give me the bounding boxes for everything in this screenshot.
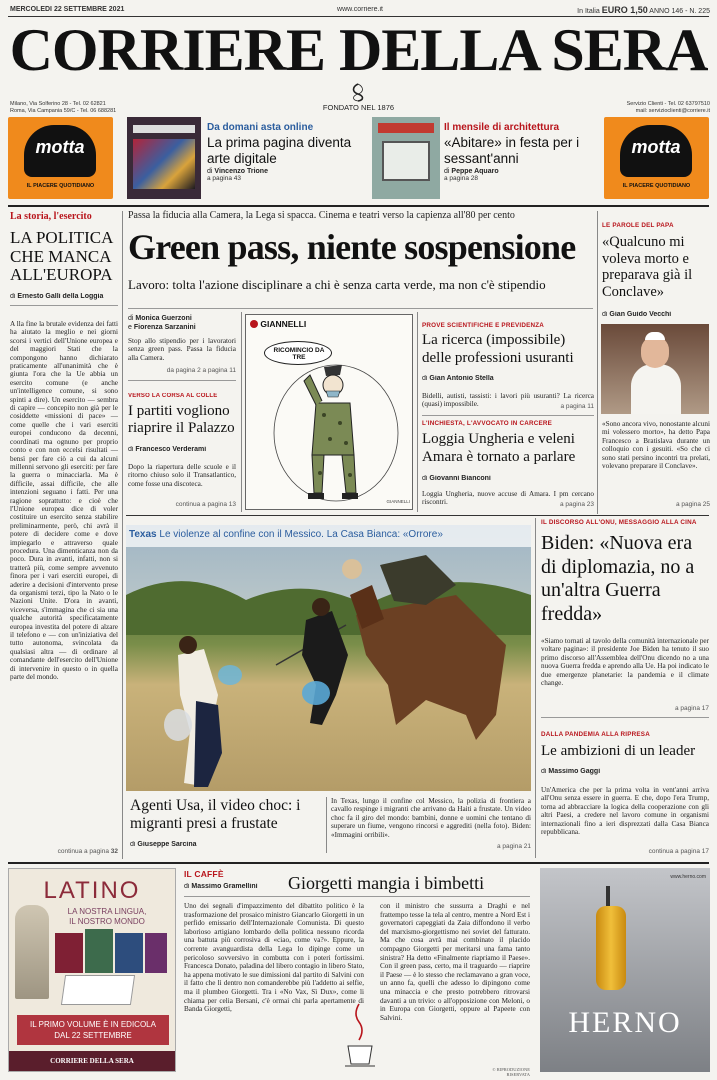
ricerca-by: di <box>422 375 428 382</box>
migranti-by: di <box>130 841 136 848</box>
lead-byline-2: Fiorenza Sarzanini <box>133 324 196 331</box>
caffe-by: di <box>184 883 190 890</box>
papa-title[interactable]: «Qualcuno mi voleva morto e preparava già il Conclave» <box>602 234 693 300</box>
latino-ad[interactable] <box>8 868 176 1072</box>
masthead-price-block <box>540 5 710 15</box>
ungheria-byline-block <box>422 475 594 482</box>
latino-banner <box>17 1015 169 1045</box>
promo1-block[interactable] <box>207 122 367 198</box>
motta-ad-right[interactable] <box>604 117 709 199</box>
papa-body: «Sono ancora vivo, nonostante alcuni mi volessero morto», ha detto Papa Francesco a Bratislava durante un colloquio con i gesuiti. «So che ci sono stati persino incontri tra prelati, volevano preparare il Conclave». <box>602 420 710 471</box>
motta-sub-right: IL PIACERE QUOTIDIANO <box>622 183 691 189</box>
address-left <box>10 101 160 115</box>
palazzo-kicker: VERSO LA CORSA AL COLLE <box>128 393 218 399</box>
coffee-cup-icon <box>345 1000 375 1070</box>
biden-page[interactable]: a pagina 17 <box>675 705 709 712</box>
caffe-label: IL CAFFÈ <box>184 869 224 879</box>
ungheria-title[interactable]: Loggia Ungheria e veleni Amara è tornato a parlare <box>422 431 576 465</box>
migranti-body: In Texas, lungo il confine col Messico, la polizia di frontiera a cavallo respinge i migranti che arrivano da Haiti a frustate. Un video choc fa il giro del mondo: bambini, donne e uomini che tentano di superare un fiume, vengono rincorsi e aggrediti (nella foto). Biden: «Immagini orribili». <box>331 797 531 839</box>
herno-ad[interactable] <box>540 868 710 1072</box>
latino-footer: CORRIERE DELLA SERA <box>9 1051 175 1071</box>
editorial-continue-page: 32 <box>110 848 118 855</box>
promo1-image <box>127 117 201 199</box>
ricerca-kicker: PROVE SCIENTIFICHE E PREVIDENZA <box>422 322 545 329</box>
biden-title[interactable]: Biden: «Nuova era di diplomazia, no a un'altra Guerra fredda» <box>541 532 695 625</box>
leader-body: Un'America che per la prima volta in vent'anni arriva all'Onu senza essere in guerra. E che, dopo l'era Trump, torna ad abbracciare la logica della cooperazione con gli altri Paesi, a credere nel lavoro comune in organismi internazionali fino a ieri disprezzati dalla Casa Bianca repubblicana. <box>541 786 709 837</box>
papa-page[interactable]: a pagina 25 <box>676 501 710 508</box>
palazzo-body: Dopo la riapertura delle scuole e il ritorno chiuso solo il Transatlantico, come fosse una discoteca. <box>128 463 236 488</box>
leader-title[interactable]: Le ambizioni di un leader <box>541 743 696 759</box>
herno-jacket-icon <box>596 906 626 990</box>
palazzo-by: di <box>128 446 134 453</box>
cartoon-panel <box>245 314 413 510</box>
address-right-2: mail: servizioclienti@corriere.it <box>635 108 710 114</box>
ungheria-by: di <box>422 475 428 482</box>
promo1-kicker: Da domani asta online <box>207 122 314 133</box>
leader-continue[interactable]: continua a pagina 17 <box>648 848 709 855</box>
editorial-title[interactable]: LA POLITICA CHE MANCA ALL'EUROPA <box>10 229 113 284</box>
caffe-reserved: © RIPRODUZIONE RISERVATA <box>492 1067 530 1077</box>
papa-by: di <box>602 311 608 318</box>
motta-logo: motta <box>35 137 85 157</box>
lead-subtitle: Lavoro: tolta l'azione disciplinare a chi è senza carta verde, ma non c'è stipendio <box>128 277 546 292</box>
price-label: In Italia <box>577 8 600 15</box>
address-right-1: Servizio Clienti - Tel. 02 63797510 <box>626 101 710 107</box>
herno-logo: HERNO <box>568 1006 682 1039</box>
ricerca-byline-block <box>422 375 594 382</box>
leader-kicker: DALLA PANDEMIA ALLA RIPRESA <box>541 731 650 738</box>
motta-ad-left[interactable] <box>8 117 113 199</box>
migranti-byline-block <box>130 841 320 848</box>
masthead-seal-icon <box>346 82 370 102</box>
promo2-image <box>372 117 440 199</box>
papa-photo <box>601 324 709 414</box>
founded: FONDATO NEL 1876 <box>322 103 395 112</box>
latino-statue-icon <box>15 905 49 999</box>
cartoon-figure-icon <box>246 315 413 510</box>
lead-title[interactable]: Green pass, niente sospensione <box>128 227 576 267</box>
latino-subtitle-2: IL NOSTRO MONDO <box>69 917 145 926</box>
latino-subtitle <box>39 907 175 927</box>
ricerca-byline: Gian Antonio Stella <box>429 375 494 382</box>
promo2-byline: Peppe Aquaro <box>451 168 499 175</box>
ricerca-title[interactable]: La ricerca (impossibile) delle professioni usuranti <box>422 332 574 366</box>
migranti-byline: Giuseppe Sarcina <box>137 841 197 848</box>
editorial-byline: Ernesto Galli della Loggia <box>17 293 104 300</box>
promo1-by: di <box>207 168 213 175</box>
ungheria-byline: Giovanni Bianconi <box>429 475 491 482</box>
editorial-continue-label: continua a pagina <box>57 848 109 855</box>
address-right <box>560 101 710 115</box>
palazzo-byline: Francesco Verderami <box>135 446 207 453</box>
ungheria-kicker: L'INCHIESTA, L'AVVOCATO IN CARCERE <box>422 420 553 427</box>
photo-kicker: Texas <box>129 529 157 540</box>
address-left-1: Milano, Via Solferino 28 - Tel. 02 62821 <box>10 101 106 107</box>
ricerca-page[interactable]: a pagina 11 <box>560 403 594 410</box>
ungheria-page[interactable]: a pagina 23 <box>560 501 594 508</box>
promo2-kicker: Il mensile di architettura <box>444 122 560 133</box>
latino-title: LATINO <box>43 877 141 904</box>
biden-body: «Siamo tornati al tavolo della comunità internazionale per voltare pagina»: il presidente Joe Biden ha tenuto il suo primo discorso all'Assemblea dell'Onu dicendo no a una nuova Guerra fredda e aprendo alla Ue. Ha poi indicato le due emergenze planetarie: la pandemia e il climate change. <box>541 637 709 688</box>
papa-byline: Gian Guido Vecchi <box>609 311 672 318</box>
caffe-byline: Massimo Gramellini <box>191 883 258 890</box>
lead-pages[interactable]: da pagina 2 a pagina 11 <box>166 367 236 374</box>
address-left-2: Roma, Via Campania 59/C - Tel. 06 688281 <box>10 108 117 114</box>
editorial-body: A lla fine la brutale evidenza dei fatti ha aiutato la meglio e nei giorni scorsi i vertici dell'Unione europea e del maggiori Stati che la compongono hanno dichiarato praticamente all'unanimità che è giunta l'ora che la Ue abbia un esercito comune (e anche un'intelligence comune, si sono spinti a dire). Un esercito — sembra di capire — concepito non già per le cosiddette «missioni di pace» — come quelle che i vari eserciti europei conducono da decenni, coordinati ma ognuno per proprio conto e con non eccelsi risultati — bensì per fare ciò a cui da alcuni millenni servono gli eserciti: per fare la guerra o minacciarla. Ma è difficile, assai difficile, che alle intenzioni seguano i fatti. Per una ragione soprattutto: e cioè che l'Unione europea dice di voler costituire un esercito senza stabilire preliminarmente, però, chi avrà il potere di decidere come e dove impiegarlo e attraverso quale procedura. Una dimenticanza non da poco. Dura in avanti, infatti, non si tratterà più, come sempre avvenuto finora per i vari eserciti europei, di aderire a decisioni d'intervento prese da organismi terzi, tipo la Nato o le Nazioni Unite. D'ora in avanti, viceversa, s'immagina che ci sia una qualche autorità specificatamente europea investita del potere di alzare il telefono e — con un'iniziativa del tutto autonoma, svincolata da qualsiasi altra — di ordinare al comandante dell'esercito dell'Unione di intervenire in questo o in quella parte del mondo. <box>10 320 118 682</box>
motta-sub: IL PIACERE QUOTIDIANO <box>26 183 95 189</box>
masthead-date: MERCOLEDÌ 22 SETTEMBRE 2021 <box>10 6 125 13</box>
caffe-title[interactable]: Giorgetti mangia i bimbetti <box>288 873 485 893</box>
editorial-by: di <box>10 293 16 300</box>
texas-photo <box>126 525 531 791</box>
leader-byline: Massimo Gaggi <box>548 768 601 775</box>
caffe-col1: Uno dei segnali d'impazzimento del dibattito politico è la trasformazione del prosaico ministro Giancarlo Giorgetti in un perfido emissario dell'Internazionale Comunista. Di questo laborioso artigiano lombardo della politica nessuno ricorda una battuta più corrosiva di «ciao, come va?». Eppure, la corrente avanguardista della Lega lo dipinge come un pericoloso sovversivo in combutta con i poteri fortissimi. Francesca Donato, paladina del libero contagio in libero Stato, ha appena motivato le sue dimissioni dal partito di Salvini con il fatto che lì dentro non comanderebbe più l'addetto ai selfie, ma il plumbeo Giorgetti. Tra i «No Vax, Sì Dux», come li chiama per celia Bersani, c'è ormai chi parla apertamente di Banda Giorgetti, <box>184 902 364 1014</box>
photo-caption: Le violenze al confine con il Messico. La Casa Bianca: «Orrore» <box>159 529 443 540</box>
masthead-website[interactable]: www.corriere.it <box>337 6 383 13</box>
palazzo-title[interactable]: I partiti vogliono riaprire il Palazzo <box>128 403 235 436</box>
migranti-title[interactable]: Agenti Usa, il video choc: i migranti presi a frustate <box>130 797 301 832</box>
cartoon-speech: RICOMINCIO DA TRE <box>273 347 325 361</box>
palazzo-continue[interactable]: continua a pagina 13 <box>175 501 236 508</box>
leader-byline-block <box>541 768 709 775</box>
promo1-title: La prima pagina diventa arte digitale <box>207 135 352 166</box>
caffe-col2: con il ministro che sussurra a Draghi e nel frattempo tesse la tela al centro, mentre a Nord Est i governatori capeggiati da Zaia diffondono il verbo del marxismo-giorgettismo nei soviet del fatturato. Ma che cosa avrà mai combinato il placido compagno Giorgetti per meritarsi una fama tanto sinistra? Ha detto «Finalmente riapriamo il Paese». Con il green pass, certo, ma il traguardo — riaprire il Paese — è lo stesso che reclamavano a gran voce, un anno fa, quelli che adesso lo dipingono come una minaccia e che presto potrebbero ritrovarsi davanti a un trivio: o all'opposizione con Meloni, o in Europa con Giorgetti, oppure al Papeete con Salvini. <box>380 902 530 1022</box>
herno-site: www.herno.com <box>670 874 706 880</box>
masthead-title: CORRIERE DELLA SERA <box>9 18 708 82</box>
caffe-byline-block <box>184 883 284 890</box>
papa-kicker: LE PAROLE DEL PAPA <box>602 222 674 229</box>
editorial-byline-block <box>10 293 122 300</box>
lead-kicker: Passa la fiducia alla Camera, la Lega si spacca. Cinema e teatri verso la capienza all'80 per cento <box>128 210 515 221</box>
palazzo-byline-block <box>128 446 236 453</box>
lead-byline-1: Monica Guerzoni <box>135 315 192 322</box>
ungheria-body: Loggia Ungheria, nuove accuse di Amara. I pm cercano riscontri. <box>422 490 594 507</box>
migranti-page[interactable]: a pagina 21 <box>497 843 531 850</box>
leader-by: di <box>541 768 547 775</box>
issue-number: ANNO 146 - N. 225 <box>649 8 710 15</box>
promo1-page: a pagina 43 <box>207 175 241 182</box>
latino-subtitle-1: LA NOSTRA LINGUA, <box>67 907 147 916</box>
editorial-continue[interactable] <box>10 848 118 855</box>
editorial-section: La storia, l'esercito <box>10 211 92 222</box>
cartoon-signature: GIANNELLI <box>386 499 410 504</box>
lead-bylines: di Monica Guerzoni e Fiorenza Sarzanini <box>128 315 196 331</box>
latino-banner-1: IL PRIMO VOLUME È IN EDICOLA <box>30 1020 156 1029</box>
promo2-page: a pagina 28 <box>444 175 478 182</box>
promo1-byline: Vincenzo Trione <box>214 168 268 175</box>
promo2-by: di <box>444 168 450 175</box>
biden-kicker: IL DISCORSO ALL'ONU, MESSAGGIO ALLA CINA <box>541 519 697 526</box>
papa-byline-block <box>602 311 710 318</box>
latino-banner-2: DAL 22 SETTEMBRE <box>54 1031 132 1040</box>
lead-body: Stop allo stipendio per i lavoratori senza green pass. Passa la fiducia alla Camera. <box>128 337 236 362</box>
cartoon-label: GIANNELLI <box>260 319 307 329</box>
price: EURO 1,50 <box>601 5 648 15</box>
horse-rider-figure-icon <box>126 525 531 791</box>
promo2-title: «Abitare» in festa per i sessant'anni <box>444 135 580 166</box>
motta-logo-right: motta <box>631 137 681 157</box>
ricerca-body: Bidelli, autisti, tassisti: i lavori più usuranti? La ricerca (quasi) impossibile. <box>422 392 594 409</box>
promo2-block[interactable] <box>444 122 599 198</box>
